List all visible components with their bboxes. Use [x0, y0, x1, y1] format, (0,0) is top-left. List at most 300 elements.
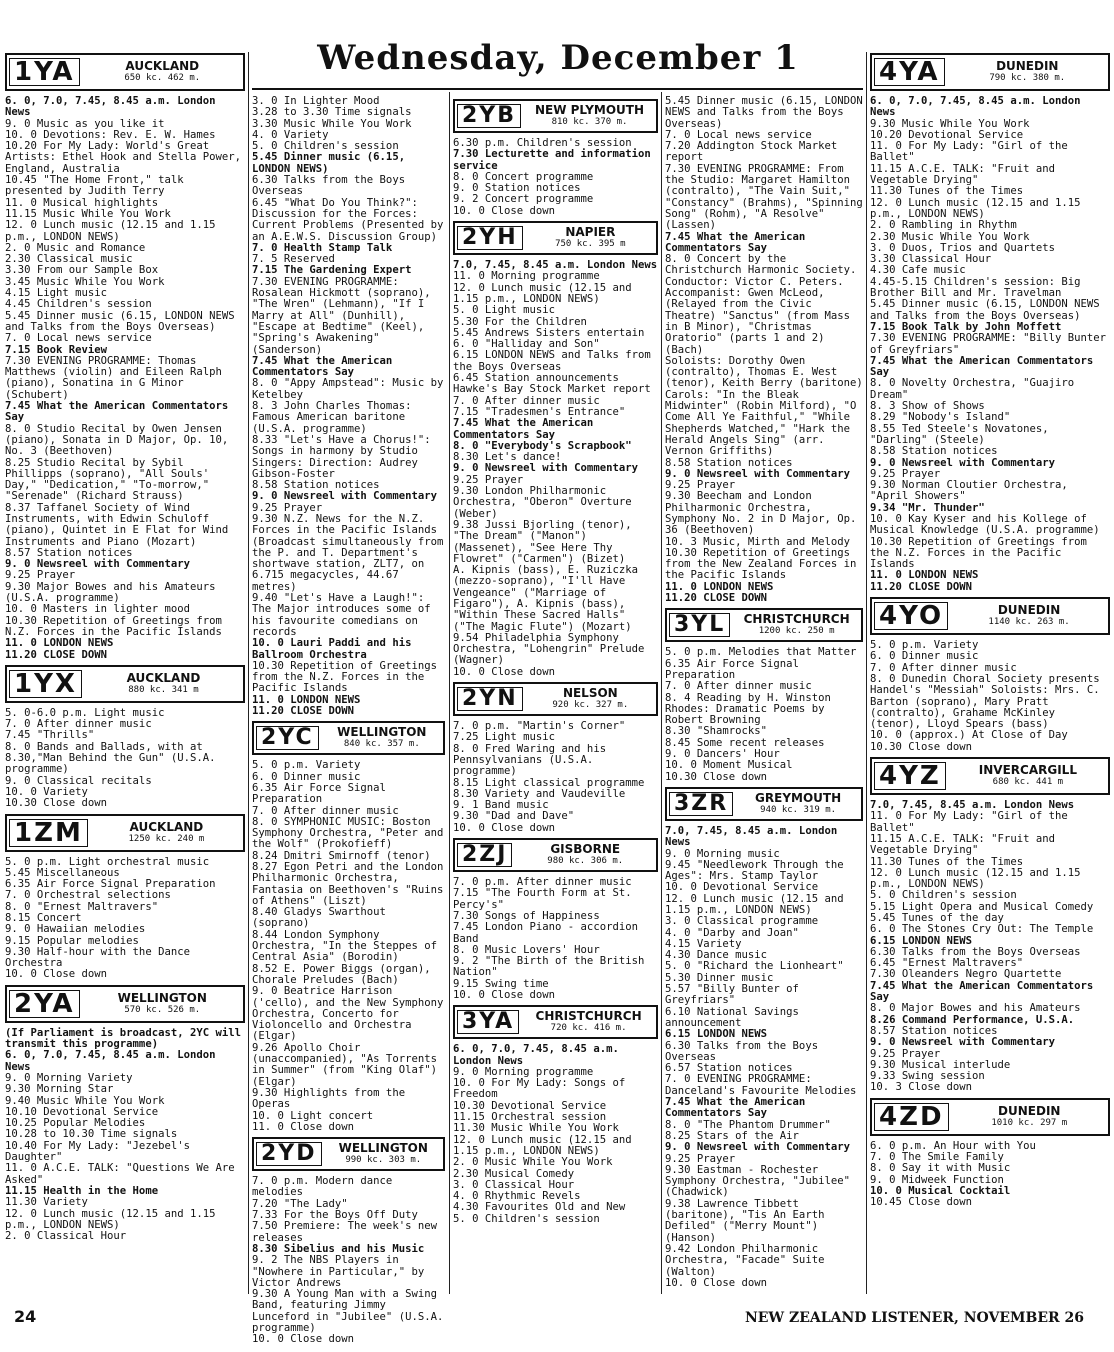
station-info [321, 726, 443, 750]
programme-entry: 11. 0 LONDON NEWS [5, 637, 114, 650]
station-schedule [5, 665, 245, 810]
programme-entry: 2.30 Classical music [5, 253, 133, 266]
programme-entry: 11. 0 For My Lady: "Girl of the Ballet" [870, 140, 1068, 164]
station-frequency: 810 kc. 370 m. [551, 117, 628, 127]
programme-entry: 6.57 Station notices [665, 1062, 793, 1075]
station-header [5, 53, 245, 91]
station-city: AUCKLAND [125, 59, 200, 73]
programme-entry: 7.45 What the American Commentators Say [665, 1096, 806, 1120]
programme-entry: 9.15 Swing time [453, 977, 549, 990]
programme-entry: 7. 0 After dinner music [453, 394, 600, 407]
station-frequency: 1010 kc. 297 m [991, 1117, 1068, 1128]
programme-entry: 6. 0 p.m. An Hour with You [870, 1139, 1036, 1152]
station-frequency: 1200 kc. 250 m [758, 626, 835, 637]
station-frequency: 1250 kc. 240 m [128, 833, 205, 844]
programme-entry: 10.45 Close down [870, 1196, 973, 1209]
programme-entry: 8.24 Dmitri Smirnoff (tenor) [252, 849, 431, 862]
programme-entry: 10.40 For My Lady: "Jezebel's Daughter" [5, 1139, 190, 1164]
station-callsign: 4YZ [874, 762, 946, 790]
station-schedule [453, 99, 658, 217]
station-callsign: 3YA [457, 1010, 519, 1034]
station-city: AUCKLAND [126, 670, 201, 685]
programme-entry: 7.30 EVENING PROGRAMME: "Billy Bunter of Greyfriars" [870, 332, 1106, 356]
programme-entry: 3.45 Music While You Work [5, 275, 165, 288]
programme-entry: 6. 0, 7.0, 7.45, 8.45 a.m. London News [5, 1049, 216, 1073]
programme-entry: 8.29 "Nobody's Island" [870, 411, 1011, 424]
programme-entry: 8.52 E. Power Biggs (organ), Chorale Preludes (Bach) [252, 962, 431, 986]
programme-entry: 7. 0 After dinner music [252, 804, 399, 817]
programme-entry: 9.38 Jussi Bjorling (tenor), "The Dream" ("Manon") (Massenet), "See Here Thy Flowret" ("Carmen") (Bizet) [453, 518, 632, 565]
programme-entry: 7.45 London Piano - accordion Band [453, 921, 638, 945]
programme-entry: 8.30 Variety and Vaudeville [453, 787, 626, 800]
programme-entry: 10. 0 Masters in lighter mood [5, 603, 190, 616]
programme-entry: 9.30 Eastman - Rochester Symphony Orchestra, "Jubilee" (Chadwick) [665, 1163, 850, 1199]
station-header [870, 1098, 1110, 1136]
column-rule [248, 52, 249, 1294]
programme-entry: 7.30 EVENING PROGRAMME: Thomas Matthews (violin) and Eileen Ralph (piano), Sonatina in G Minor (Schubert) [5, 354, 222, 401]
programme-entry: 8.58 Station notices [252, 479, 380, 492]
programme-entry: 4. 0 "Darby and Joan" [665, 926, 799, 939]
station-header [453, 1005, 658, 1039]
programme-entry: 10.30 Devotional Service [453, 1099, 607, 1112]
programme-entry: 5. 0-6.0 p.m. Light music [5, 706, 165, 719]
station-frequency: 570 kc. 526 m. [124, 1004, 201, 1015]
programme-entry: 10. 0 (approx.) At Close of Day [870, 729, 1068, 742]
programme-entry: 10.10 Devotional Service [5, 1105, 159, 1118]
programme-entry: 8. 0 Music Lovers' Hour [453, 943, 600, 956]
programme-entry: 10.45 "The Home Front," talk presented by Judith Terry [5, 174, 184, 198]
programme-entry: 10.30 Close down [665, 770, 768, 783]
programme-entry: 7.45 What the American Commentators Say [665, 230, 806, 254]
programme-entry: 9.25 Prayer [870, 1047, 941, 1060]
programme-entry: 9.30 Half-hour with the Dance Orchestra [5, 945, 190, 970]
station-schedule [252, 721, 445, 1133]
station-frequency: 920 kc. 327 m. [552, 700, 629, 711]
programme-entry: 7.20 Addington Stock Market report [665, 140, 838, 164]
programme-entry: 10.20 For My Lady: World's Great Artists: Ethel Hook and Stella Power, England, Australia [5, 140, 241, 175]
programme-entry: 8.25 Stars of the Air [665, 1129, 799, 1142]
station-city: INVERCARGILL [978, 763, 1077, 778]
programme-entry: 7. 0 EVENING PROGRAMME: Danceland's Favourite Melodies [665, 1073, 857, 1097]
programme-entry: 6.30 p.m. Children's session [453, 137, 632, 149]
station-info [732, 613, 861, 637]
programme-entry: 7.30 Lecturette and information service [453, 148, 651, 172]
programme-entry: 9.30 Major Bowes and his Amateurs (U.S.A. programme) [5, 580, 216, 605]
programme-entry: 10. 0 Moment Musical [665, 759, 793, 772]
programme-entry: 8. 0 Dunedin Choral Society presents Handel's "Messiah" Soloists: Mrs. C. Barton (soprano), Mary Pratt (contralto), Grahame McKinley (tenor), Lloyd Spears (bass) [870, 672, 1100, 731]
station-frequency: 940 kc. 319 m. [760, 804, 837, 815]
programme-entry: 6.30 Talks from the Boys Overseas [870, 945, 1081, 958]
programme-entry: 9.25 Prayer [5, 569, 76, 582]
programme-entry: 8. 0 Concert by the Christchurch Harmonic Society. Conductor: Victor C. Peters. Accompanist: Gwen McLeod, (Relayed from the Civic Theatre) "Sanctus" (from Mass in B Minor), "Christmas Oratorio" (parts 1 and 2) (Bach) [665, 253, 857, 356]
programme-entry: 10.30 Repetition of Greetings from N.Z. Forces in the Pacific Islands [5, 614, 222, 638]
programme-entry: 9. 0 Newsreel with Commentary [453, 462, 638, 475]
programme-entry: 9. 0 Hawaiian melodies [5, 923, 146, 936]
programme-entry: 7.20 "The Lady" [252, 1197, 348, 1210]
programme-entry: 9. 0 Newsreel with Commentary [252, 490, 437, 503]
station-header [5, 985, 245, 1023]
programme-entry: 9. 0 Midweek Function [870, 1173, 1004, 1186]
programme-entry: 8. 0 Novelty Orchestra, "Guajiro Dream" [870, 377, 1075, 401]
station-callsign: 4YA [874, 58, 945, 86]
programme-entry: 11.15 Health in the Home [5, 1184, 159, 1197]
programme-entry: 12. 0 Lunch music (12.15 and 1.15 p.m., LONDON NEWS) [665, 892, 844, 916]
programme-entry: 7.15 The Gardening Expert [252, 264, 412, 277]
station-frequency: 880 kc. 341 m [128, 684, 199, 695]
station-info [84, 672, 243, 696]
station-city: DUNEDIN [997, 603, 1061, 618]
station-schedule [665, 96, 863, 604]
programme-entry: 10.30 Repetition of Greetings from the New Zealand Forces in the Pacific Islands [665, 546, 857, 582]
programme-entry: 5.45 Miscellaneous [5, 866, 120, 879]
station-header [665, 787, 863, 821]
programme-entry: 8. 0 Fred Waring and his Pennsylvanians (U.S.A. programme) [453, 742, 607, 778]
programme-entry: 10.30 Repetition of Greetings from the N.Z. Forces in the Pacific Islands [252, 659, 437, 695]
programme-entry: 10. 0 Close down [5, 968, 108, 981]
programme-entry: 7.30 Songs of Happiness [453, 909, 600, 922]
programme-entry: 9.30 N.Z. News for the N.Z. Forces in the Pacific Islands (Broadcast simultaneously from the P. and T. Department's shortwave station, ZLT7, on 6.715 megacycles, 44.67 metres) [252, 512, 444, 593]
programme-entry: 7. 5 Reserved [252, 253, 335, 266]
programme-entry: 6. 0, 7.0, 7.45, 8.45 a.m. London News [5, 95, 216, 119]
programme-entry: 10. 0 Close down [453, 989, 556, 1001]
programme-entry: 8.57 Station notices [870, 1024, 998, 1037]
programme-entry: 7.45 What the American Commentators Say [870, 979, 1094, 1004]
programme-entry: 11. 0 A.C.E. TALK: "Questions We Are Asked" [5, 1162, 235, 1186]
programme-entry: 5.45 Andrews Sisters entertain [453, 326, 645, 339]
programme-entry: 8. 0 "Ernest Maltravers" [5, 900, 159, 913]
programme-entry: 7.50 Premiere: The week's new releases [252, 1220, 437, 1244]
programme-entry: 11.15 A.C.E. TALK: "Fruit and Vegetable Drying" [870, 162, 1055, 187]
programme-entry: 6.30 Talks from the Boys Overseas [252, 174, 406, 198]
programme-entry: 6. 0 Dinner music [870, 650, 979, 663]
station-frequency: 750 kc. 395 m [555, 239, 626, 250]
programme-entry: 11.30 Tunes of the Times [870, 855, 1024, 868]
programme-entry: 9.40 Music While You Work [5, 1094, 165, 1107]
programme-entry: 11.15 Music While You Work [5, 207, 171, 220]
programme-entry: 12. 0 Lunch music (12.15 and 1.15 p.m., LONDON NEWS) [870, 866, 1081, 891]
programme-entry: 9.42 London Philharmonic Orchestra, "Facade" Suite (Walton) [665, 1242, 825, 1278]
station-header [870, 597, 1110, 635]
programme-entry: (If Parliament is broadcast, 2YC will transmit this programme) [5, 1026, 241, 1051]
programme-entry: 9. 0 Dancers' Hour [665, 748, 780, 761]
programme-entry: 5. 0 Children's session [870, 889, 1017, 902]
programme-entry: 9. 1 Band music [453, 799, 549, 812]
programme-entry: 8. 0 "Appy Ampstead": Music by Ketelbey [252, 377, 444, 401]
station-callsign: 2YB [457, 104, 521, 128]
station-callsign: 1YA [9, 58, 80, 86]
programme-entry: 5. 0 p.m. Light orchestral music [5, 855, 210, 868]
programme-entry: 10. 0 Kay Kyser and his Kollege of Musical Knowledge (U.S.A. programme) [870, 512, 1100, 537]
station-frequency: 840 kc. 357 m. [343, 739, 420, 750]
programme-entry: 6. 0, 7.0, 7.45, 8.45 a.m. London News [870, 95, 1081, 119]
programme-entry: 10. 0 Close down [665, 1276, 768, 1289]
programme-entry: 9.26 Apollo Choir (unaccompanied), "As Torrents in Summer" (from "King Olaf") (Elgar) [252, 1041, 437, 1088]
programme-entry: 10. 0 Devotions: Rev. E. W. Hames [5, 128, 216, 141]
programme-entry: 8.45 Some recent releases [665, 736, 825, 749]
programme-entry: 9.30 Highlights from the Operas [252, 1086, 406, 1111]
programme-entry: 9.25 Prayer [665, 479, 736, 492]
programme-entry: 9.45 "Needlework Through the Ages": Mrs. Stamp Taylor [665, 858, 844, 883]
programme-entry: 8. 0 Say it with Music [870, 1162, 1011, 1175]
station-info [521, 1010, 656, 1034]
programme-entry: 3.28 to 3.30 Time signals [252, 106, 412, 119]
programme-entry: 8.30 "Shamrocks" [665, 725, 768, 738]
programme-entry: 7. 0 Health Stamp Talk [252, 241, 393, 254]
programme-entry: 7. 0 The Smile Family [870, 1151, 1004, 1164]
programme-entry: 7.33 For the Boys Off Duty [252, 1209, 418, 1222]
programme-entry: 11. 0 LONDON NEWS [665, 580, 774, 593]
programme-entry: 5. 0 p.m. Variety [252, 759, 361, 772]
station-schedule [870, 597, 1110, 753]
programme-entry: 8.44 London Symphony Orchestra, "In the Steppes of Central Asia" (Borodin) [252, 928, 437, 964]
programme-entry: 7.30 EVENING PROGRAMME: Rosalean Hickmott (soprano), "The Wren" (Lehmann), "If I Marry at All" (Dunhill), "Escape at Bedtime" (Keel), "Spring's Awakening" (Sanderson) [252, 275, 431, 356]
station-frequency: 980 kc. 306 m. [547, 856, 624, 867]
station-info [947, 60, 1108, 84]
station-schedule [453, 221, 658, 678]
programme-entry: 5. 0 p.m. Melodies that Matter [665, 646, 857, 659]
station-city: NEW PLYMOUTH [534, 103, 645, 117]
programme-entry: 4.45-5.15 Children's session: Big Brother Bill and Mr. Travelman [870, 275, 1081, 300]
station-city: DUNEDIN [998, 1103, 1061, 1118]
programme-entry: 7.0, 7.45, 8.45 a.m. London News [665, 824, 838, 849]
programme-entry: 5. 0 "Richard the Lionheart" [665, 960, 844, 973]
page-title: Wednesday, December 1 [317, 38, 799, 78]
station-schedule [453, 1005, 658, 1225]
station-city: GREYMOUTH [755, 790, 842, 805]
station-callsign: 1YX [9, 670, 82, 698]
programme-entry: 12. 0 Lunch music (12.15 and 1.15 p.m., LONDON NEWS) [870, 196, 1081, 220]
column-rule [661, 92, 662, 1294]
programme-entry: 12. 0 Lunch music (12.15 and 1.15 p.m., LONDON NEWS) [5, 1207, 216, 1231]
station-header [453, 99, 658, 133]
programme-entry: 7.30 Oleanders Negro Quartette [870, 968, 1062, 981]
programme-entry: 6.10 National Savings announcement [665, 1005, 799, 1029]
programme-entry: 10.25 Popular Melodies [5, 1117, 146, 1130]
programme-entry: 9.25 Prayer [665, 1152, 736, 1165]
programme-entry: 6. 0 "Halliday and Son" [453, 338, 600, 351]
station-callsign: 1ZM [9, 819, 88, 847]
programme-entry: 8. 0 "The Phantom Drummer" [665, 1118, 831, 1131]
station-city: WELLINGTON [338, 1141, 428, 1156]
programme-entry: 8. 0 Major Bowes and his Amateurs [870, 1002, 1081, 1015]
programme-entry: 7.45 What the American Commentators Say [453, 417, 594, 441]
programme-entry: 7.15 "Tradesmen's Entrance" [453, 405, 626, 418]
station-info [82, 60, 243, 84]
programme-entry: 7.30 EVENING PROGRAMME: From the Studio: Margaret Hamilton (contralto), "The Vain Suit," "Constancy" (Brahms), "Spinning Song" (Rohm), "A Resolve" (Lassen) [665, 162, 863, 232]
programme-entry: 11.15 A.C.E. TALK: "Fruit and Vegetable Drying" [870, 832, 1055, 857]
programme-entry: 9.38 Lawrence Tibbett (baritone), "Tis An Earth Defiled" ("Merry Mount") (Hanson) [665, 1197, 825, 1244]
programme-entry: 7. 0 After dinner music [5, 718, 152, 731]
column-2 [252, 95, 445, 1346]
programme-entry: 7.0, 7.45, 8.45 a.m. London News [870, 799, 1075, 812]
programme-entry: 6.15 LONDON NEWS and Talks from the Boys Overseas [453, 349, 651, 373]
programme-entry: 8. 0 Studio Recital by Owen Jensen (piano), Sonata in D Major, Op. 10, No. 3 (Beethoven) [5, 422, 229, 458]
programme-entry: 9.33 Swing session [870, 1070, 985, 1083]
programme-entry: 4.15 Light music [5, 287, 108, 300]
programme-entry: 5.45 Tunes of the day [870, 912, 1004, 924]
programme-entry: 5. 0 Children's session [453, 1212, 600, 1225]
station-schedule [5, 53, 245, 661]
station-schedule [252, 1137, 445, 1345]
programme-entry: 5. 0 p.m. Variety [870, 639, 979, 652]
programme-entry: 8. 3 Show of Shows [870, 400, 985, 413]
station-header [252, 1137, 445, 1171]
station-header [870, 757, 1110, 795]
programme-entry: 4. 0 Variety [252, 128, 329, 141]
programme-entry: 11.15 Orchestral session [453, 1111, 607, 1124]
programme-entry: 2. 0 Classical Hour [5, 1230, 127, 1243]
programme-entry: 9. 0 Music as you like it [5, 117, 165, 130]
station-schedule [870, 1098, 1110, 1209]
programme-entry: 11.30 Variety [5, 1196, 88, 1209]
column-rule [449, 92, 450, 1294]
programme-entry: 7. 0 After dinner music [665, 680, 812, 693]
programme-entry: 10. 0 Lauri Paddi and his Ballroom Orchestra [252, 637, 412, 661]
programme-entry: 11.20 CLOSE DOWN [252, 705, 355, 718]
station-schedule [5, 814, 245, 981]
station-frequency: 790 kc. 380 m. [989, 73, 1066, 83]
column-3 [453, 96, 658, 1300]
programme-entry: 5.45 Dinner music (6.15, LONDON NEWS and Talks from the Boys Overseas) [665, 95, 863, 130]
station-frequency: 990 kc. 303 m. [345, 1155, 422, 1166]
programme-entry: 7.45 What the American Commentators Say [870, 354, 1094, 379]
programme-entry: 11.30 Tunes of the Times [870, 185, 1024, 198]
programme-entry: 4.30 Dance music [665, 949, 768, 962]
programme-entry: 9.25 Prayer [453, 473, 524, 486]
programme-entry: 2. 0 Rambling in Rhythm [870, 219, 1017, 232]
programme-entry: 8.15 Light classical programme [453, 776, 645, 789]
programme-entry: 9.25 Prayer [252, 501, 323, 514]
programme-entry: 6. 0 The Stones Cry Out: The Temple [870, 923, 1094, 936]
programme-entry: 6.45 "Ernest Maltravers" [870, 957, 1024, 970]
programme-entry: 2.30 Musical Comedy [453, 1167, 575, 1180]
station-schedule [870, 53, 1110, 593]
programme-entry: 6.45 Station announcements Hawke's Bay Stock Market report [453, 372, 651, 396]
programme-entry: 8. 4 Reading by H. Winston Rhodes: Dramatic Poems by Robert Browning [665, 691, 831, 727]
programme-entry: 12. 0 Lunch music (12.15 and 1.15 p.m., LONDON NEWS) [5, 219, 216, 243]
programme-entry: 7.45 What the American Commentators Say [252, 354, 393, 379]
station-header [870, 53, 1110, 91]
programme-entry: 10. 0 Close down [453, 821, 556, 834]
programme-entry: 4.30 Favourites Old and New [453, 1201, 626, 1214]
programme-entry: 9. 2 The NBS Players in "Nowhere in Particular," by Victor Andrews [252, 1254, 425, 1289]
station-schedule [5, 985, 245, 1243]
programme-entry: 10. 3 Close down [870, 1081, 973, 1094]
programme-entry: 7.25 Light music [453, 731, 556, 744]
station-city: CHRISTCHURCH [535, 1009, 642, 1024]
station-info [514, 843, 656, 867]
programme-entry: 9.30 "Dad and Dave" [453, 810, 575, 823]
station-header [252, 721, 445, 755]
station-callsign: 2ZJ [457, 843, 512, 867]
programme-entry: 6.35 Air Force Signal Preparation [5, 878, 216, 891]
programme-entry: 9. 0 Beatrice Harrison ('cello), and the New Symphony Orchestra, Concerto for Violoncello and Orchestra (Elgar) [252, 985, 444, 1043]
programme-entry: 5.45 Dinner music (6.15, LONDON NEWS and Talks from the Boys Overseas) [870, 298, 1100, 322]
station-city: WELLINGTON [337, 725, 427, 740]
station-schedule [453, 682, 658, 834]
station-callsign: 3YL [669, 613, 730, 637]
station-info [82, 992, 243, 1016]
programme-entry: 10. 0 Variety [5, 785, 88, 798]
programme-entry: 9.30 Norman Cloutier Orchestra, "April Showers" [870, 479, 1068, 503]
station-header [453, 221, 658, 255]
programme-entry: 9. 0 Station notices [453, 182, 581, 195]
programme-entry: 7. 0 p.m. Modern dance melodies [252, 1175, 393, 1199]
programme-entry: 5.45 Dinner music (6.15, LONDON NEWS and Talks from the Boys Overseas) [5, 309, 235, 333]
programme-entry: 7.15 Book Talk by John Moffett [870, 320, 1062, 333]
programme-entry: 9. 2 Concert programme [453, 193, 594, 206]
programme-entry: 7. 0 After dinner music [870, 661, 1017, 674]
station-frequency: 650 kc. 462 m. [124, 73, 201, 83]
station-city: DUNEDIN [996, 59, 1059, 73]
station-info [735, 792, 861, 816]
programme-entry: 7.15 Book Review [5, 343, 108, 356]
programme-entry: 8.33 "Let's Have a Chorus!": Songs in harmony by Studio Singers: Direction: Audrey Gibson-Foster [252, 433, 431, 480]
programme-entry: 9. 0 Morning music [665, 847, 780, 860]
station-header [665, 608, 863, 642]
programme-entry: 3. 0 Classical programme [665, 915, 819, 928]
publication-footer: NEW ZEALAND LISTENER, NOVEMBER 26 [744, 1310, 1084, 1326]
programme-entry: 10. 0 Close down [252, 1333, 355, 1346]
programme-entry: 9.30 Morning Star [5, 1083, 114, 1096]
title-rule [252, 88, 863, 90]
station-info [950, 604, 1108, 628]
station-frequency: 1140 kc. 263 m. [988, 617, 1070, 628]
programme-entry: 8. 0 Bands and Ballads, with at 8.30,"Man Behind the Gun" (U.S.A. programme) [5, 740, 216, 776]
programme-entry: 11.20 CLOSE DOWN [665, 592, 768, 605]
page-number: 24 [14, 1307, 37, 1326]
programme-entry: 9. 0 Newsreel with Commentary [870, 456, 1055, 469]
programme-entry: 9. 0 Newsreel with Commentary [870, 1036, 1055, 1049]
programme-entry: 11.30 Music While You Work [453, 1122, 619, 1135]
programme-entry: 8.30 Let's dance! [453, 451, 562, 464]
programme-entry: 9.30 Beecham and London Philharmonic Orchestra, Symphony No. 2 in D Major, Op. 36 (Beethoven) [665, 490, 857, 537]
programme-entry: 11. 0 LONDON NEWS [252, 693, 361, 706]
station-frequency: 720 kc. 416 m. [550, 1023, 627, 1034]
programme-entry: 9. 0 Morning Variety [5, 1071, 133, 1084]
programme-entry: 7.0, 7.45, 8.45 a.m. London News [453, 259, 658, 272]
programme-entry: 6.35 Air Force Signal Preparation [665, 657, 799, 681]
station-callsign: 2YH [457, 226, 523, 250]
programme-entry: 3. 0 In Lighter Mood [252, 95, 380, 107]
station-callsign: 2YC [256, 726, 319, 750]
station-info [90, 821, 243, 845]
programme-entry: 9.15 Popular melodies [5, 934, 139, 947]
station-city: GISBORNE [550, 842, 621, 857]
programme-entry: 10. 0 Musical Cocktail [870, 1184, 1011, 1197]
programme-entry: 6. 0, 7.0, 7.45, 8.45 a.m. London News [453, 1043, 619, 1067]
programme-entry: 7. 0 Local news service [665, 128, 812, 141]
programme-entry: 8. 0 SYMPHONIC MUSIC: Boston Symphony Orchestra, "Peter and the Wolf" (Prokofieff) [252, 815, 444, 851]
programme-entry: 10. 0 Close down [453, 204, 556, 217]
programme-entry: 12. 0 Lunch music (12.15 and 1.15 p.m., LONDON NEWS) [453, 281, 632, 305]
station-city: CHRISTCHURCH [743, 612, 850, 627]
station-callsign: 2YD [256, 1142, 322, 1166]
programme-entry: 10. 0 For My Lady: Songs of Freedom [453, 1077, 626, 1101]
station-schedule [252, 96, 445, 717]
programme-entry: 4.45 Children's session [5, 298, 152, 311]
programme-entry: 5.15 Light Opera and Musical Comedy [870, 900, 1094, 913]
station-city: NELSON [562, 686, 618, 701]
programme-entry: 8.40 Gladys Swarthout (soprano) [252, 906, 386, 930]
programme-entry: 3.30 From our Sample Box [5, 264, 159, 277]
programme-entry: 10. 0 Close down [453, 665, 556, 678]
programme-entry: 3. 0 Classical Hour [453, 1178, 575, 1191]
programme-entry: 2.30 Music While You Work [870, 230, 1030, 243]
programme-entry: 9.34 "Mr. Thunder" [870, 501, 985, 514]
programme-entry: 10.30 Close down [5, 797, 108, 810]
programme-entry: 8.55 Ted Steele's Novatones, "Darling" (Steele) [870, 422, 1049, 446]
